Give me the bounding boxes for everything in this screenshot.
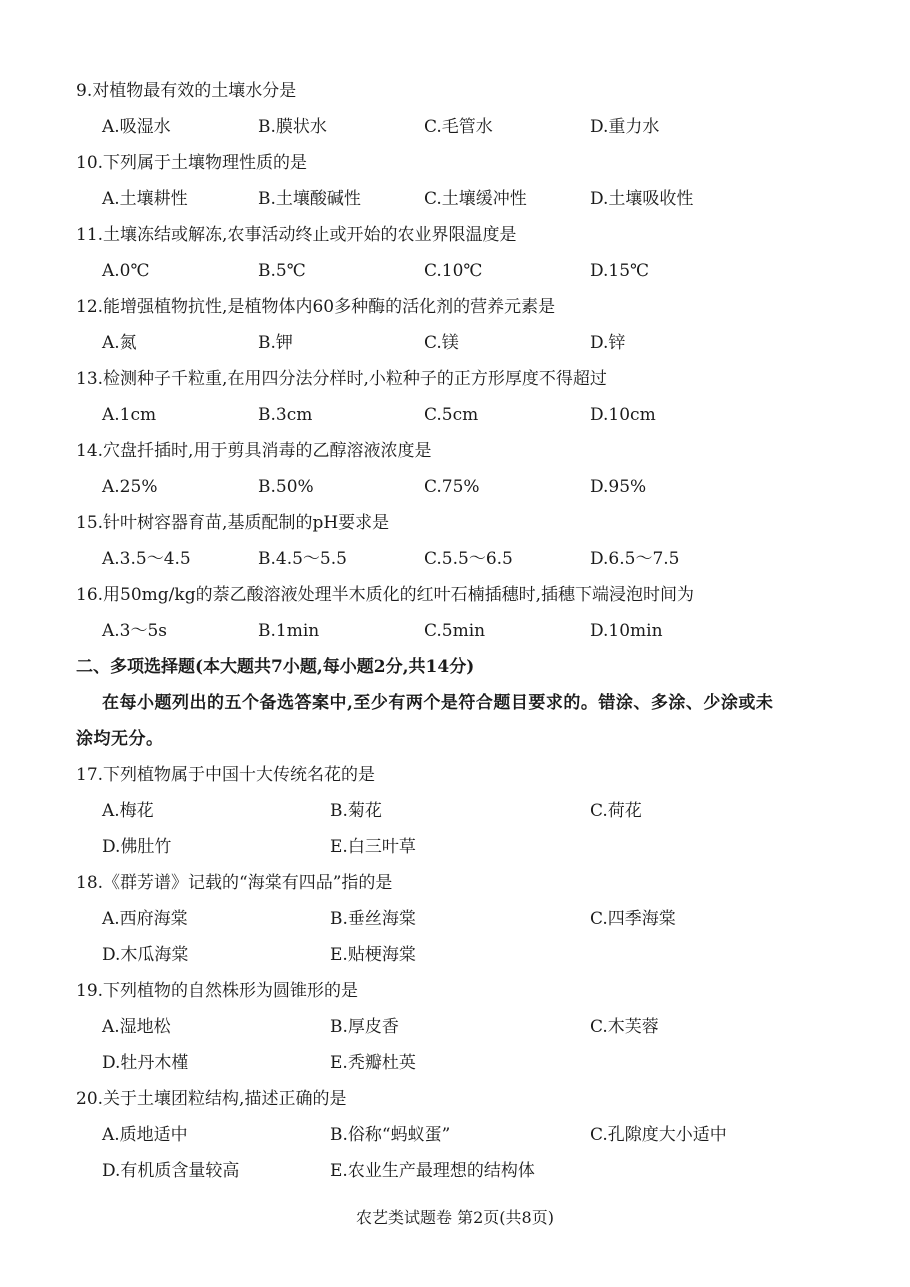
option: B.4.5～5.5	[258, 549, 347, 569]
option: A.3.5～4.5	[102, 549, 191, 569]
option: E.农业生产最理想的结构体	[330, 1161, 535, 1181]
option: A.质地适中	[102, 1125, 188, 1145]
option: C.孔隙度大小适中	[590, 1125, 727, 1145]
question-stem: 14.穴盘扦插时,用于剪具消毒的乙醇溶液浓度是	[76, 441, 432, 461]
option: D.10min	[590, 621, 663, 641]
option: B.垂丝海棠	[330, 909, 416, 929]
option: D.土壤吸收性	[590, 189, 694, 209]
option: A.西府海棠	[102, 909, 188, 929]
question-stem: 11.土壤冻结或解冻,农事活动终止或开始的农业界限温度是	[76, 225, 517, 245]
option: E.贴梗海棠	[330, 945, 416, 965]
option: C.5.5～6.5	[424, 549, 513, 569]
option: B.土壤酸碱性	[258, 189, 361, 209]
option: B.俗称“蚂蚁蛋”	[330, 1125, 451, 1145]
option: D.锌	[590, 333, 626, 353]
section-instruction: 涂均无分。	[76, 729, 164, 749]
section-instruction: 在每小题列出的五个备选答案中,至少有两个是符合题目要求的。错涂、多涂、少涂或未	[102, 693, 774, 713]
section-heading: 二、多项选择题(本大题共7小题,每小题2分,共14分)	[76, 657, 475, 677]
option: A.梅花	[102, 801, 154, 821]
option: E.秃瓣杜英	[330, 1053, 416, 1073]
option: E.白三叶草	[330, 837, 416, 857]
option: B.钾	[258, 333, 293, 353]
option: B.3cm	[258, 405, 313, 425]
option: C.土壤缓冲性	[424, 189, 527, 209]
option: D.牡丹木槿	[102, 1053, 189, 1073]
option: B.5℃	[258, 261, 306, 281]
option: B.厚皮香	[330, 1017, 399, 1037]
option: C.5min	[424, 621, 486, 641]
option: A.土壤耕性	[102, 189, 188, 209]
question-stem: 12.能增强植物抗性,是植物体内60多种酶的活化剂的营养元素是	[76, 297, 556, 317]
question-stem: 15.针叶树容器育苗,基质配制的pH要求是	[76, 513, 390, 533]
option: D.10cm	[590, 405, 656, 425]
option: B.菊花	[330, 801, 382, 821]
question-stem: 16.用50mg/kg的萘乙酸溶液处理半木质化的红叶石楠插穗时,插穗下端浸泡时间为	[76, 585, 694, 605]
option: C.5cm	[424, 405, 479, 425]
option: A.25%	[102, 477, 158, 497]
option: C.75%	[424, 477, 480, 497]
option: C.木芙蓉	[590, 1017, 659, 1037]
question-stem: 19.下列植物的自然株形为圆锥形的是	[76, 981, 359, 1001]
question-stem: 20.关于土壤团粒结构,描述正确的是	[76, 1089, 347, 1109]
option: A.吸湿水	[102, 117, 171, 137]
option: D.佛肚竹	[102, 837, 172, 857]
option: A.氮	[102, 333, 137, 353]
option: D.木瓜海棠	[102, 945, 189, 965]
question-stem: 17.下列植物属于中国十大传统名花的是	[76, 765, 376, 785]
option: D.95%	[590, 477, 647, 497]
option: A.3～5s	[102, 621, 168, 641]
option: B.50%	[258, 477, 314, 497]
question-stem: 13.检测种子千粒重,在用四分法分样时,小粒种子的正方形厚度不得超过	[76, 369, 607, 389]
question-stem: 9.对植物最有效的土壤水分是	[76, 81, 297, 101]
option: D.有机质含量较高	[102, 1161, 240, 1181]
option: D.6.5～7.5	[590, 549, 680, 569]
option: A.0℃	[102, 261, 150, 281]
option: C.毛管水	[424, 117, 493, 137]
option: C.荷花	[590, 801, 642, 821]
option: D.重力水	[590, 117, 660, 137]
option: C.四季海棠	[590, 909, 676, 929]
option: B.膜状水	[258, 117, 327, 137]
option: A.1cm	[102, 405, 157, 425]
option: C.10℃	[424, 261, 483, 281]
option: D.15℃	[590, 261, 650, 281]
option: A.湿地松	[102, 1017, 171, 1037]
question-stem: 10.下列属于土壤物理性质的是	[76, 153, 308, 173]
option: B.1min	[258, 621, 320, 641]
option: C.镁	[424, 333, 459, 353]
question-stem: 18.《群芳谱》记载的“海棠有四品”指的是	[76, 873, 393, 893]
page-footer: 农艺类试题卷 第2页(共8页)	[356, 1208, 554, 1227]
